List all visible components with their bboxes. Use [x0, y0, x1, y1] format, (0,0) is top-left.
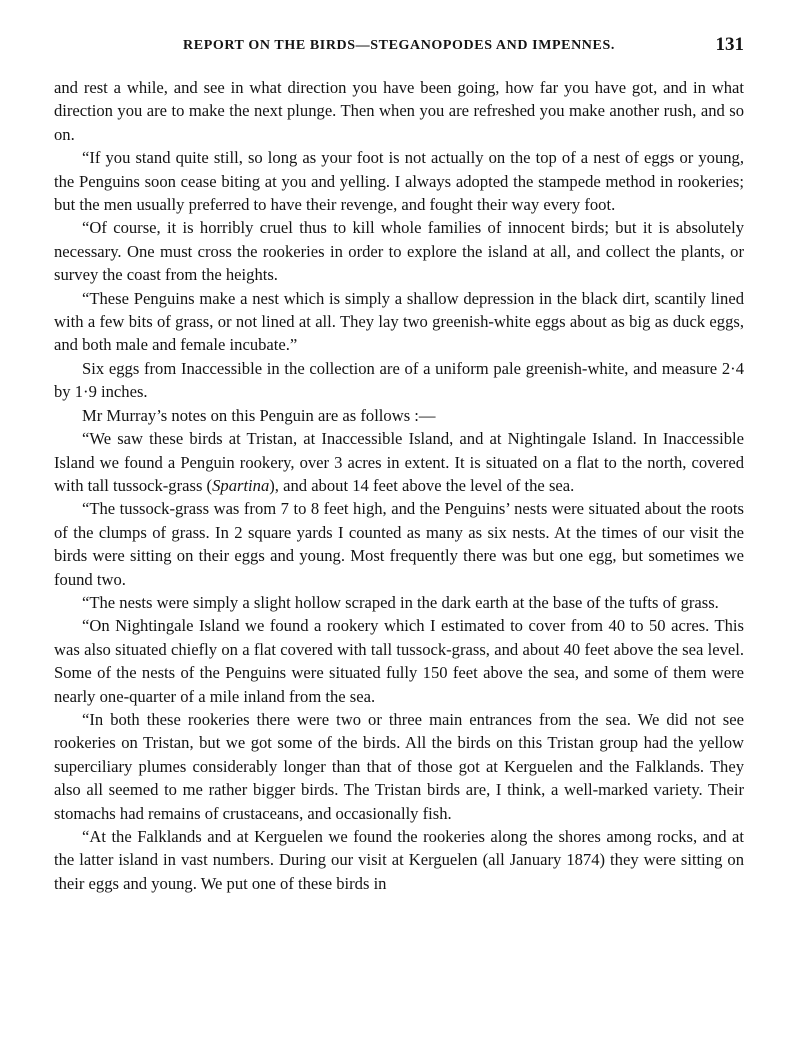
paragraph-11: “In both these rookeries there were two or three main entrances from the sea. We did not see rookeries on Tristan, but we got some of the birds. All the birds on this Tristan group had the yellow superciliary plumes considerably longer than that of those got at Kerguelen and the Falklands. They also all seemed to me rather bigger birds. The Tristan birds are, I think, a well-marked variety. Their stomachs had remains of crustaceans, and occasionally fish.	[54, 709, 744, 823]
paragraph-10: “On Nightingale Island we found a rookery which I estimated to cover from 40 to 50 acres. This was also situated chiefly on a flat covered with tall tussock-grass, and about 40 feet above the sea level. Some of the nests of the Penguins were situated fully 150 feet above the sea, and some of them were nearly one-quarter of a mile inland from the sea.	[54, 616, 744, 706]
paragraph-7	[54, 427, 744, 497]
paragraph-4: “These Penguins make a nest which is simply a shallow depression in the black dirt, scantily lined with a few bits of grass, or not lined at all. They lay two greenish-white eggs about as big as duck eggs, and both male and female incubate.”	[54, 288, 744, 355]
paragraph-6: Mr Murray’s notes on this Penguin are as follows :—	[82, 405, 436, 425]
paragraph-5: Six eggs from Inaccessible in the collection are of a uniform pale greenish-white, and measure 2·4 by 1·9 inches.	[54, 358, 744, 402]
page-number: 131	[715, 34, 744, 55]
page-header	[54, 34, 744, 58]
paragraph-9: “The nests were simply a slight hollow scraped in the dark earth at the base of the tufts of grass.	[82, 592, 719, 612]
paragraph-12: “At the Falklands and at Kerguelen we found the rookeries along the shores among rocks, and at the latter island in vast numbers. During our visit at Kerguelen (all January 1874) they were sitting on their eggs and young. We put one of these birds in	[54, 827, 744, 893]
species-name: Spartina	[212, 475, 270, 495]
paragraph-7-end: ), and about 14 feet above the level of the sea.	[269, 475, 575, 495]
paragraph-3: “Of course, it is horribly cruel thus to kill whole families of innocent birds; but it is absolutely necessary. One must cross the rookeries in order to explore the island at all, and collect the plants, or survey the coast from the heights.	[54, 218, 744, 285]
body-text	[54, 76, 744, 895]
running-head: REPORT ON THE BIRDS—STEGANOPODES AND IMPENNES.	[183, 38, 615, 53]
paragraph-2: “If you stand quite still, so long as your foot is not actually on the top of a nest of eggs or young, the Penguins soon cease biting at you and yelling. I always adopted the stampede method in rookeries; but the men usually preferred to have their revenge, and fought their way every foot.	[54, 148, 744, 215]
paragraph-8: “The tussock-grass was from 7 to 8 feet high, and the Penguins’ nests were situated about the roots of the clumps of grass. In 2 square yards I counted as many as six nests. At the times of our visit the birds were sitting on their eggs and young. Most frequently there was but one egg, but sometimes we found two.	[54, 499, 744, 589]
paragraph-7-start: “We saw these birds at Tristan, at Inaccessible Island, and at Nightingale Island. In Inaccessible Island we found a Penguin rookery, over 3 acres in extent. It is situated on a flat to the north, covered with tall tussock-grass (	[54, 429, 744, 495]
paragraph-1: and rest a while, and see in what direction you have been going, how far you have got, and in what direction you are to make the next plunge. Then when you are refreshed you make another rush, and so on.	[54, 78, 744, 144]
